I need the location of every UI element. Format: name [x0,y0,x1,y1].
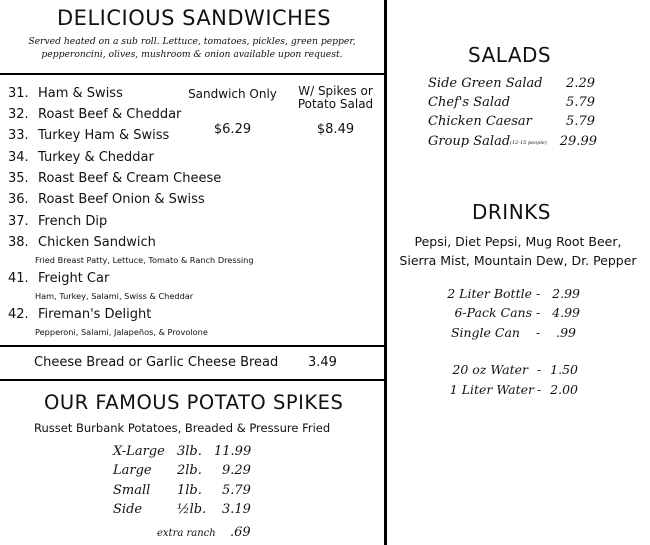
item-name: Roast Beef & Cheddar [38,107,182,122]
item-name: Roast Beef Onion & Swiss [38,192,205,207]
item-number: 36. [8,192,29,207]
spikes-weight: 2lb. [177,463,202,478]
price-sandwich-only: $6.29 [213,122,252,137]
item-number: 33. [8,128,29,143]
item-number: 32. [8,107,29,122]
drinks-title: DRINKS [472,200,551,224]
salad-name: Group Salad [428,134,511,149]
extra-ranch-price: .69 [230,525,251,540]
item-number: 37. [8,214,29,229]
salad-name: Chef's Salad [428,95,511,110]
spikes-size: X-Large [113,444,165,459]
item-number: 35. [8,171,29,186]
drink-size-price: 2.99 [552,286,580,301]
item-description: Ham, Turkey, Salami, Swiss & Cheddar [35,291,194,301]
item-number: 41. [8,271,29,286]
sandwich-item [8,235,156,250]
spikes-weight: 3lb. [177,444,202,459]
salad-name: Chicken Caesar [428,114,532,129]
sandwich-item [8,192,205,207]
item-name: Turkey & Cheddar [38,150,154,165]
bread-bottom-divider [0,379,384,381]
spikes-subtitle: Russet Burbank Potatoes, Breaded & Pressure Fried [34,421,331,435]
water-dash: - [537,362,542,377]
item-name: Ham & Swiss [38,86,123,101]
vertical-divider [384,0,387,545]
extra-ranch-label: extra ranch [157,528,216,539]
sandwiches-subtitle-line2: pepperoncini, olives, mushroom & onion available upon request. [41,49,343,60]
water-price: 1.50 [550,362,578,377]
salads-title: SALADS [468,43,552,67]
salad-name: Side Green Salad [428,76,543,91]
item-name: Turkey Ham & Swiss [38,128,170,143]
salad-price: 29.99 [559,134,597,149]
item-name: French Dip [38,214,108,229]
price-with-spikes: $8.49 [316,122,355,137]
water-price: 2.00 [550,382,578,397]
sandwich-item [8,271,109,286]
water-dash: - [537,382,542,397]
col-header-sandwich-only: Sandwich Only [188,87,277,101]
spikes-price: 9.29 [222,463,251,478]
spikes-price: 3.19 [222,502,251,517]
drinks-line1: Pepsi, Diet Pepsi, Mug Root Beer, [414,234,622,249]
item-number: 38. [8,235,29,250]
item-number: 31. [8,86,29,101]
bread-label: Cheese Bread or Garlic Cheese Bread [34,355,279,370]
spikes-size: Side [113,502,143,517]
sandwiches-subtitle-line1: Served heated on a sub roll. Lettuce, tomatoes, pickles, green pepper, [28,36,356,47]
sandwiches-title: DELICIOUS SANDWICHES [57,6,332,30]
sandwich-header-divider [0,73,384,75]
item-name: Fireman's Delight [38,307,152,322]
sandwich-item [8,128,169,143]
spikes-title: OUR FAMOUS POTATO SPIKES [44,391,344,414]
sandwich-item [8,150,154,165]
salad-price: 2.29 [566,76,595,91]
col-header-spikes-line1: W/ Spikes or [298,84,373,98]
salad-price: 5.79 [566,114,595,129]
sandwich-item [8,171,221,186]
drink-size-dash: - [536,325,541,340]
spikes-size: Small [113,483,151,498]
bread-top-divider [0,345,384,347]
drink-size-label: 2 Liter Bottle [447,286,532,301]
drink-size-price: .99 [556,325,576,340]
item-number: 42. [8,307,29,322]
spikes-price: 5.79 [222,483,251,498]
drink-size-price: 4.99 [552,305,580,320]
drink-size-label: Single Can [450,325,520,340]
sandwich-item [8,86,123,101]
sandwich-item [8,307,151,322]
bread-price: 3.49 [308,355,337,370]
sandwich-item [8,107,181,122]
drink-size-label: 6-Pack Cans [454,305,532,320]
col-header-spikes-line2: Potato Salad [297,97,374,111]
spikes-size: Large [113,463,152,478]
item-description: Fried Breast Patty, Lettuce, Tomato & Ranch Dressing [35,255,254,265]
item-name: Chicken Sandwich [38,235,156,250]
water-label: 1 Liter Water [449,382,534,397]
drink-size-dash: - [536,305,541,320]
item-description: Pepperoni, Salami, Jalapeños, & Provolone [35,327,208,337]
spikes-weight: ½lb. [177,502,207,517]
item-name: Roast Beef & Cream Cheese [38,171,222,186]
item-number: 34. [8,150,29,165]
water-label: 20 oz Water [452,362,528,377]
salad-price: 5.79 [566,95,595,110]
spikes-weight: 1lb. [177,483,202,498]
drink-size-dash: - [536,286,541,301]
drinks-line2: Sierra Mist, Mountain Dew, Dr. Pepper [399,253,637,268]
spikes-price: 11.99 [214,444,252,459]
item-name: Freight Car [38,271,110,286]
salad-note: (12-15 people) [510,140,547,146]
sandwich-item [8,214,107,229]
